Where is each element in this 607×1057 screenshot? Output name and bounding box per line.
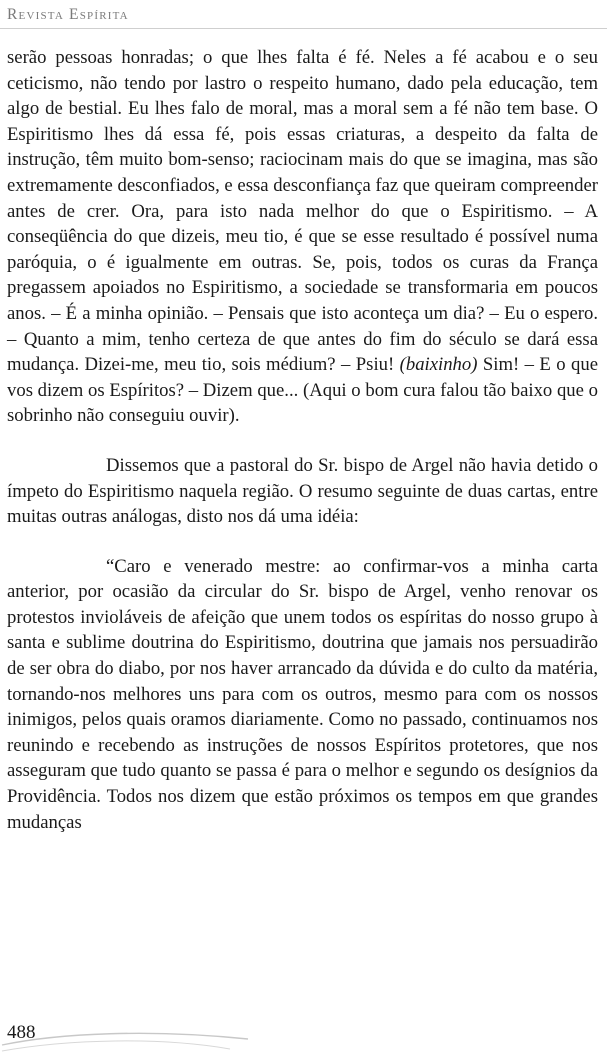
paragraph-1-text-b: Sim! – E o que vos dizem os Espíritos? – Dizem que... (Aqui o bom cura falou tão baixo que o sobrinho não conseguiu ouvir). [7,354,598,427]
paragraph-1 [7,45,598,429]
paragraph-1-text-a: serão pessoas honradas; o que lhes falta é fé. Neles a fé acabou e o seu ceticismo, não tendo por lastro o respeito humano, dado pela educação, tem algo de bestial. Eu lhes falo de moral, mas a moral sem a fé não tem base. O Espiritismo lhes dá essa fé, pois essas criaturas, a despeito da falta de instrução, têm muito bom-senso; raciocinam mais do que se imagina, mas são extremamente desconfiados, e essa desconfiança faz que queiram compreender antes de crer. Ora, para isto nada melhor do que o Espiritismo. – A conseqüência do que dizeis, meu tio, é que se esse resultado é possível numa paróquia, o é igualmente em outras. Se, pois, todos os curas da França pregassem apoiados no Espiritismo, a sociedade se transformaria em poucos anos. – É a minha opinião. – Pensais que isto aconteça um dia? – Eu o espero. – Quanto a mim, tenho certeza de que antes do fim do século se dará essa mudança. Dizei-me, meu tio, sois médium? – Psiu! [7,47,598,376]
paragraph-2: Dissemos que a pastoral do Sr. bispo de Argel não havia detido o ímpeto do Espiritismo naquela região. O resumo seguinte de duas cartas, entre muitas outras análogas, disto nos dá uma idéia: [7,454,598,528]
paragraph-1-italic: (baixinho) [399,354,478,376]
paragraph-3: “Caro e venerado mestre: ao confirmar-vos a minha carta anterior, por ocasião da circular do Sr. bispo de Argel, venho renovar os protestos invioláveis de afeição que unem todos os espíritas do nosso grupo à santa e sublime doutrina do Espiritismo, doutrina que jamais nos persuadirão de ser obra do diabo, por nos haver arrancado da dúvida e do culto da matéria, tornando-nos melhores uns para com os outros, mesmo para com os nossos inimigos, pelos quais oramos diariamente. Como no passado, continuamos nos reunindo e recebendo as instruções de nossos Espíritos protetores, que nos asseguram que tudo quanto se passa é para o melhor e segundo os desígnios da Providência. Todos nos dizem que estão próximos os tempos em que grandes mudanças [7,555,598,833]
running-head: Revista Espírita [7,6,129,23]
page-number: 488 [7,1022,36,1043]
body-text [7,45,598,835]
page-number-ornament [0,1025,250,1057]
header-divider [0,28,607,29]
